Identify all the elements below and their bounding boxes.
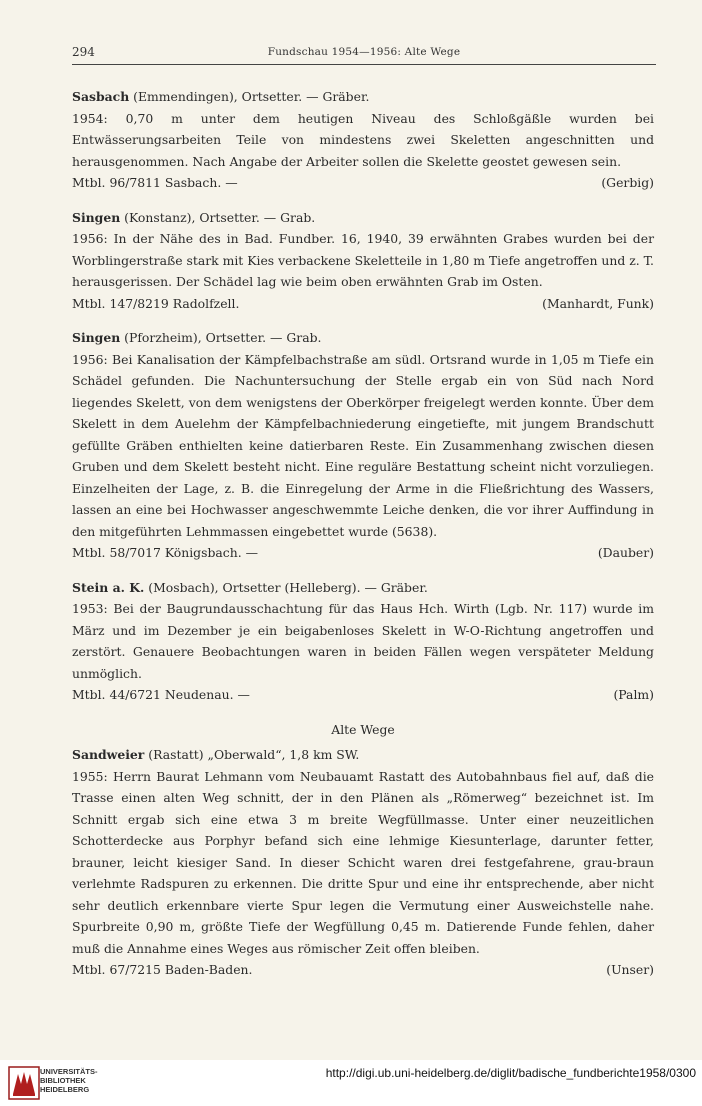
entry-reference bbox=[72, 684, 654, 706]
page-content bbox=[72, 86, 654, 994]
source-author: (Unser) bbox=[606, 962, 654, 977]
map-reference: Mtbl. 44/6721 Neudenau. — bbox=[72, 687, 250, 702]
page-number: 294 bbox=[72, 45, 95, 59]
entry-place: Sandweier bbox=[72, 747, 145, 762]
entry-place: Sasbach bbox=[72, 89, 130, 104]
entry-heading bbox=[72, 577, 654, 599]
entry-body: 1956: In der Nähe des in Bad. Fundber. 16, 1940, 39 erwähnten Grabes wurden bei der Worblingerstraße stark mit Kies verbackene Skeletteile in 1,80 m Tiefe angetroffen und z. T. herausgerissen. Der Schädel lag wie beim oben erwähnten Grab im Osten. bbox=[72, 231, 654, 289]
entry-heading-rest: (Emmendingen), Ortsetter. — Gräber. bbox=[129, 89, 370, 104]
source-author: (Gerbig) bbox=[601, 175, 654, 190]
map-reference: Mtbl. 96/7811 Sasbach. — bbox=[72, 175, 238, 190]
entry-body: 1954: 0,70 m unter dem heutigen Niveau des Schloßgäßle wurden bei Entwässerungsarbeiten Teile von mindestens zwei Skeletten angeschnitten und herausgenommen. Nach Angabe der Arbeiter sollen die Skelette geostet gewesen sein. bbox=[72, 110, 654, 169]
entry-heading bbox=[72, 207, 654, 229]
library-name-line: BIBLIOTHEK bbox=[40, 1076, 86, 1085]
section-title: Alte Wege bbox=[331, 721, 395, 737]
entry-reference bbox=[72, 172, 654, 194]
entry-reference bbox=[72, 959, 654, 981]
entry-place: Stein a. K. bbox=[72, 579, 145, 595]
entry-stein bbox=[72, 577, 654, 706]
source-author: (Manhardt, Funk) bbox=[542, 295, 654, 311]
entry-body: 1956: Bei Kanalisation der Kämpfelbachstraße am südl. Ortsrand wurde in 1,05 m Tiefe ein Schädel gefunden. Die Nachuntersuchung der Stelle ergab ein von Süd nach Nord liegendes Skelett, von dem wenigstens der Oberkörper freigelegt werden konnte. Über dem Skelett in dem Auelehm der Kämpfelbachniederung eingetiefte, mit jungem Brandschutt gefüllte Gräben enthielten keine datierbaren Reste. Ein Zusammenhang zwischen diesen Gruben und dem Skelett besteht nicht. Eine reguläre Bestattung scheint nicht vorzuliegen. Einzelheiten der Lage, z. B. die Einregelung der Arme in die Fließrichtung des Wassers, lassen an eine bei Hochwasser angeschwemmte Leiche denken, die vor ihrer Auffindung in den mitgeführten Lehmmassen eingebettet wurde (5638). bbox=[72, 351, 654, 539]
entry-heading-rest: (Rastatt) „Oberwald“, 1,8 km SW. bbox=[144, 747, 360, 762]
entry-singen-pforzheim bbox=[72, 327, 654, 564]
entry-heading-rest: (Pforzheim), Ortsetter. — Grab. bbox=[120, 330, 322, 345]
entry-heading bbox=[72, 86, 654, 108]
university-library-logo-icon bbox=[8, 1066, 40, 1100]
library-name-line: HEIDELBERG bbox=[40, 1085, 90, 1094]
source-author: (Palm) bbox=[613, 687, 654, 702]
source-url-link[interactable]: http://digi.ub.uni-heidelberg.de/diglit/badische_fundberichte1958/0300 bbox=[325, 1066, 696, 1080]
entry-singen-konstanz bbox=[72, 207, 654, 315]
map-reference: Mtbl. 58/7017 Königsbach. — bbox=[72, 545, 258, 560]
running-title: Fundschau 1954—1956: Alte Wege bbox=[267, 46, 461, 58]
library-name bbox=[40, 1067, 98, 1094]
page-header bbox=[72, 44, 656, 65]
entry-body: 1953: Bei der Baugrundausschachtung für das Haus Hch. Wirth (Lgb. Nr. 117) wurde im März und im Dezember je ein beigabenloses Skelett in W-O-Richtung angetroffen und zerstört. Genauere Beobachtungen waren in beiden Fällen wegen verspäteter Meldung unmöglich. bbox=[72, 601, 654, 681]
entry-sasbach bbox=[72, 86, 654, 194]
map-reference: Mtbl. 147/8219 Radolfzell. bbox=[72, 295, 240, 311]
library-name-line: UNIVERSITÄTS- bbox=[40, 1067, 98, 1076]
entry-body: 1955: Herrn Baurat Lehmann vom Neubauamt Rastatt des Autobahnbaus fiel auf, daß die Trasse einen alten Weg schnitt, der in den Plänen als „Römerweg“ bezeichnet ist. Im Schnitt ergab sich eine etwa 3 m breite Wegfüllmasse. Unter einer neuzeitlichen Schotterdecke aus Porphyr befand sich eine lehmige Kiesunterlage, darunter fetter, brauner, leicht kiesiger Sand. In dieser Schicht waren drei festgefahrene, grau-braun verlehmte Radspuren zu erkennen. Die dritte Spur und eine ihr entsprechende, aber nicht sehr deutlich erkennbare vierte Spur legen die Vermutung einer Ausweichstelle nahe. Spurbreite 0,90 m, größte Tiefe der Wegfüllung 0,45 m. Datierende Funde fehlen, daher muß die Annahme eines Weges aus römischer Zeit offen bleiben. bbox=[72, 768, 654, 956]
entry-place: Singen bbox=[72, 209, 121, 225]
entry-heading bbox=[72, 744, 654, 766]
viewer-footer bbox=[0, 1060, 702, 1106]
entry-place: Singen bbox=[72, 330, 121, 345]
source-author: (Dauber) bbox=[597, 545, 654, 560]
map-reference: Mtbl. 67/7215 Baden-Baden. bbox=[72, 962, 253, 977]
entry-sandweier bbox=[72, 744, 654, 981]
entry-heading-rest: (Konstanz), Ortsetter. — Grab. bbox=[120, 209, 316, 225]
entry-heading bbox=[72, 327, 654, 349]
entry-reference bbox=[72, 293, 654, 315]
entry-heading-rest: (Mosbach), Ortsetter (Helleberg). — Gräber. bbox=[144, 579, 428, 595]
entry-reference bbox=[72, 542, 654, 564]
